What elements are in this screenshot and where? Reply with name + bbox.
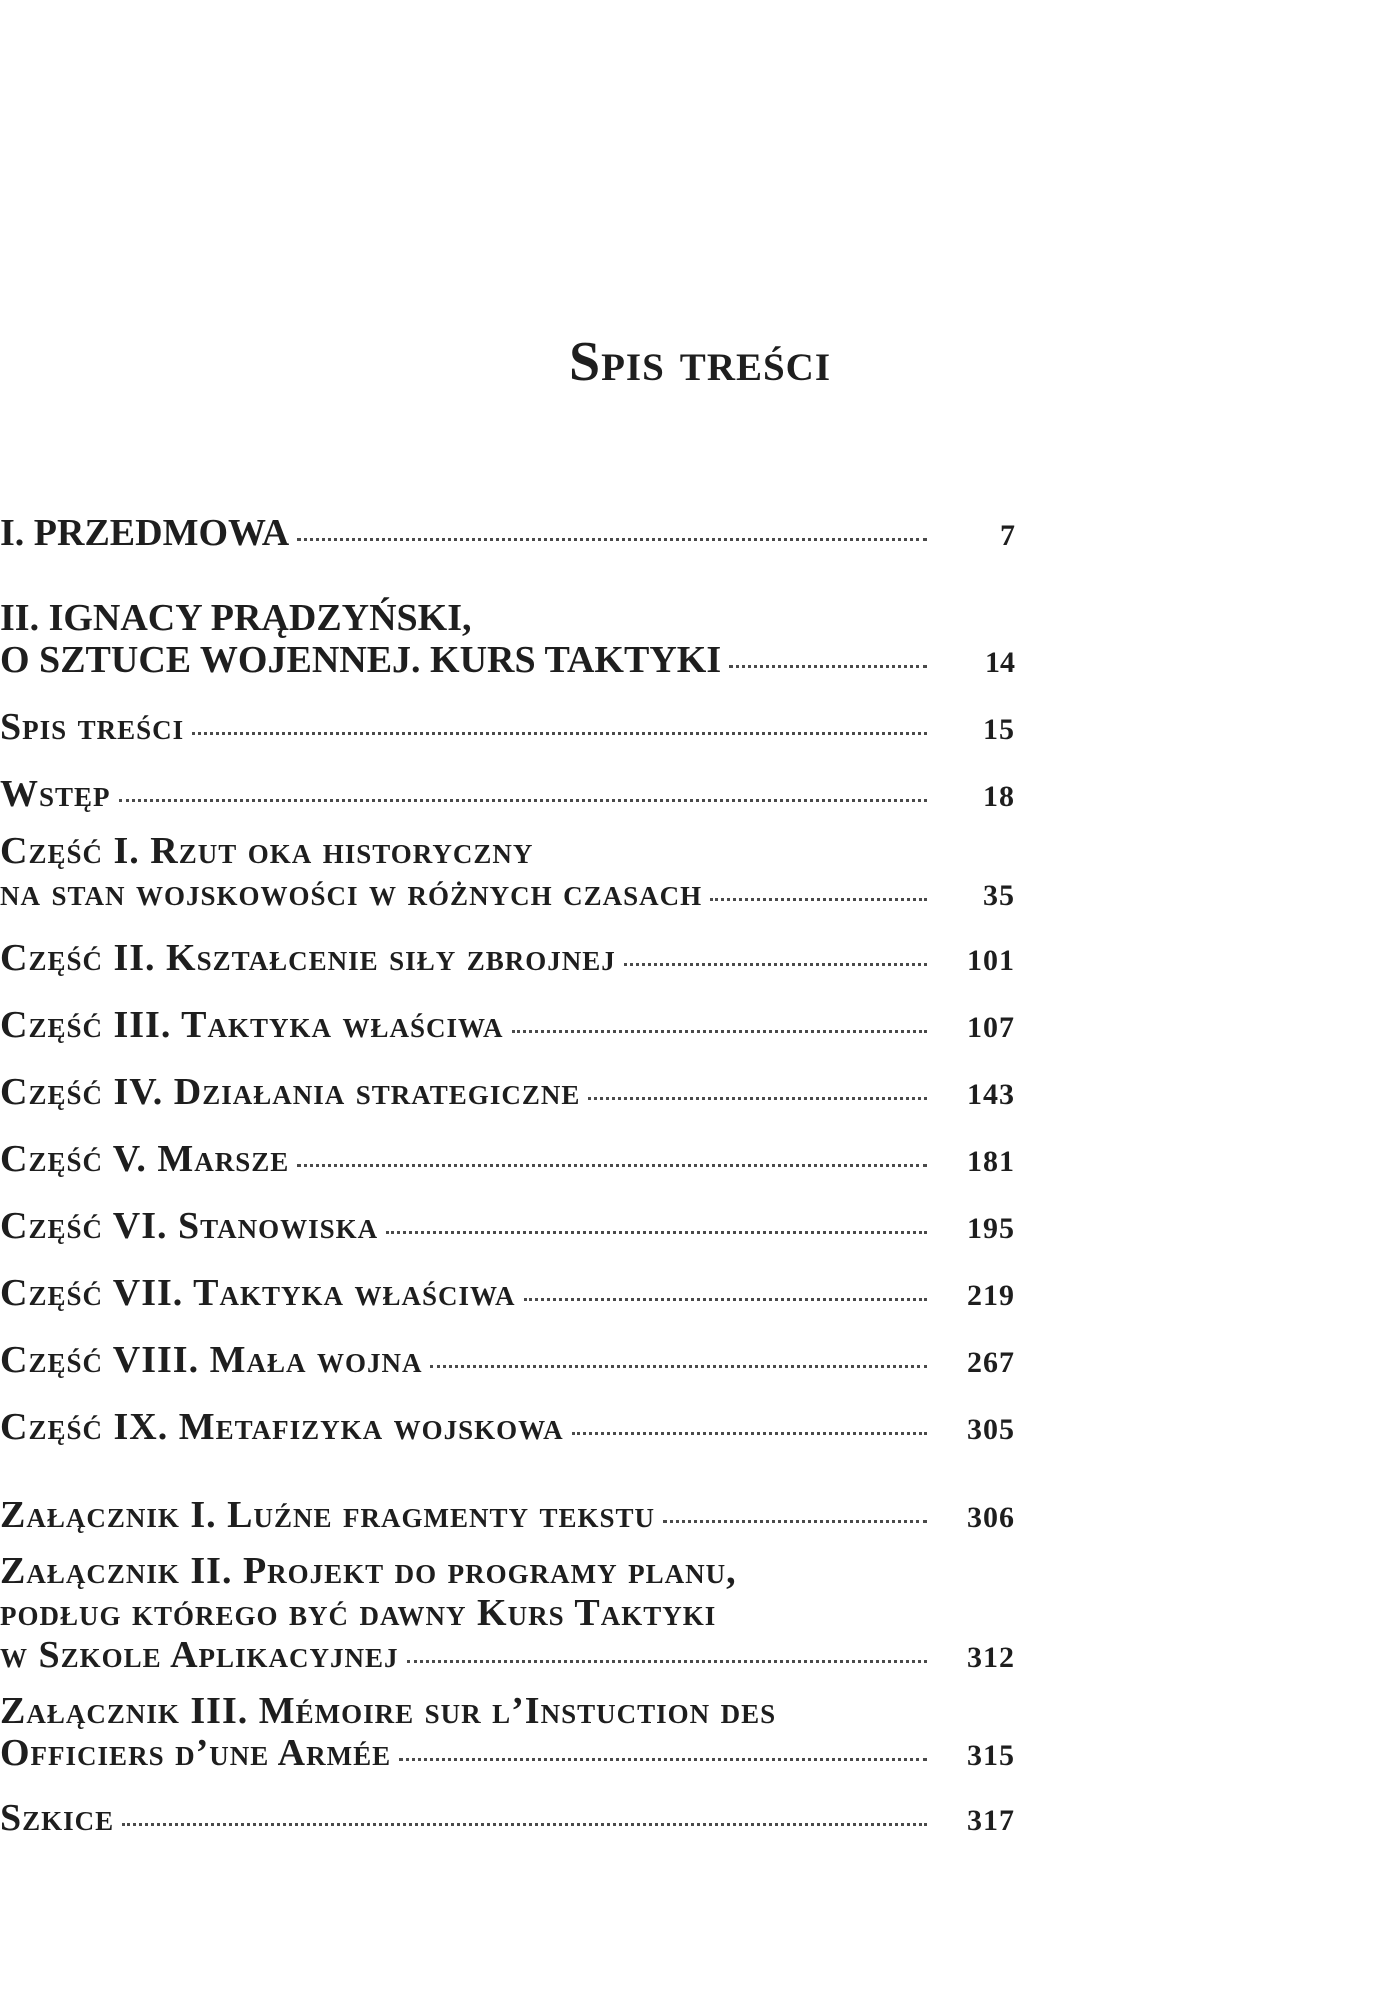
toc-entry-line (0, 937, 1015, 982)
toc-page-number: 14 (985, 646, 1015, 679)
toc-entry-title: w Szkole Aplikacyjnej (0, 1634, 399, 1676)
dot-leader (407, 1660, 927, 1663)
toc-page-number: 7 (1000, 519, 1015, 552)
toc-entry-czesc-2[interactable] (0, 937, 1015, 982)
toc-entry-line (0, 1205, 1015, 1250)
toc-entry-title: Szkice (0, 1797, 115, 1839)
toc-entry-line (0, 1339, 1015, 1384)
toc-entry-title: O SZTUCE WOJENNEJ. KURS TAKTYKI (0, 639, 722, 681)
toc-entry-title-line: II. IGNACY PRĄDZYŃSKI, (0, 597, 472, 639)
dot-leader (122, 1823, 927, 1826)
toc-entry-title: Część V. Marsze (0, 1138, 290, 1180)
toc-entry-zalacznik-3[interactable] (0, 1690, 1015, 1777)
toc-entry-szkice[interactable] (0, 1797, 1015, 1842)
toc-entry-line (0, 773, 1015, 818)
dot-leader (512, 1030, 927, 1033)
toc-entry-czesc-8[interactable] (0, 1339, 1015, 1384)
toc-entry-title-line: Załącznik III. Mémoire sur l’Instuction des (0, 1690, 777, 1732)
dot-leader (624, 963, 927, 966)
toc-page-number: 317 (967, 1804, 1015, 1837)
toc-entry-line (0, 1797, 1015, 1842)
toc-entry-line (0, 1004, 1015, 1049)
toc-entry-czesc-1[interactable] (0, 830, 1015, 917)
dot-leader (572, 1432, 927, 1435)
toc-entry-title: I. PRZEDMOWA (0, 512, 290, 554)
toc-entry-line (0, 1494, 1015, 1539)
toc-entry-title: Część IV. Działania strategiczne (0, 1071, 581, 1113)
toc-entry-line (0, 639, 1015, 684)
toc-page-number: 267 (967, 1346, 1015, 1379)
toc-entry-title-line: Część I. Rzut oka historyczny (0, 830, 534, 872)
toc-page-number: 306 (967, 1501, 1015, 1534)
toc-entry-czesc-6[interactable] (0, 1205, 1015, 1250)
toc-page-number: 315 (967, 1739, 1015, 1772)
toc-page-number: 312 (967, 1641, 1015, 1674)
toc-entry-line (0, 512, 1015, 557)
toc-entry-czesc-4[interactable] (0, 1071, 1015, 1116)
toc-entry-zalacznik-2[interactable] (0, 1550, 1015, 1679)
toc-page-number: 35 (983, 879, 1015, 912)
dot-leader (663, 1520, 927, 1523)
toc-page-number: 195 (967, 1212, 1015, 1245)
toc-page-number: 305 (967, 1413, 1015, 1446)
toc-entry-line (0, 1272, 1015, 1317)
dot-leader (399, 1758, 927, 1761)
toc-entry-line (0, 1071, 1015, 1116)
toc-entry-title: Część II. Kształcenie siły zbrojnej (0, 937, 616, 979)
toc-page-number: 143 (967, 1078, 1015, 1111)
toc-page-number: 15 (983, 713, 1015, 746)
toc-entry-line (0, 872, 1015, 917)
toc-entry-czesc-7[interactable] (0, 1272, 1015, 1317)
toc-entry-przedmowa[interactable] (0, 512, 1015, 557)
dot-leader (192, 732, 927, 735)
toc-page-number: 18 (983, 780, 1015, 813)
toc-entry-line (0, 1732, 1015, 1777)
toc-entry-line (0, 1634, 1015, 1679)
toc-entry-czesc-5[interactable] (0, 1138, 1015, 1183)
toc-entry-spis-tresci[interactable] (0, 706, 1015, 751)
page-title: Spis treści (568, 331, 832, 393)
toc-entry-title-line: Załącznik II. Projekt do programy planu, (0, 1550, 737, 1592)
toc-entry-title: Część VI. Stanowiska (0, 1205, 379, 1247)
toc-entry-title: Załącznik I. Luźne fragmenty tekstu (0, 1494, 656, 1536)
toc-entry-zalacznik-1[interactable] (0, 1494, 1015, 1539)
dot-leader (430, 1365, 927, 1368)
toc-entry-title-line: podług którego być dawny Kurs Taktyki (0, 1592, 717, 1634)
toc-entry-title: Wstęp (0, 773, 111, 815)
toc-entry-czesc-9[interactable] (0, 1406, 1015, 1451)
toc-entry-pradzynski[interactable] (0, 597, 1015, 684)
toc-page-number: 107 (967, 1011, 1015, 1044)
dot-leader (588, 1097, 927, 1100)
toc-entry-title: Część III. Taktyka właściwa (0, 1004, 504, 1046)
toc-entry-wstep[interactable] (0, 773, 1015, 818)
dot-leader (386, 1231, 927, 1234)
dot-leader (729, 665, 927, 668)
toc-entry-czesc-3[interactable] (0, 1004, 1015, 1049)
dot-leader (524, 1298, 927, 1301)
dot-leader (297, 1164, 927, 1167)
toc-entry-title: Część IX. Metafizyka wojskowa (0, 1406, 564, 1448)
toc-entry-title: Część VIII. Mała wojna (0, 1339, 423, 1381)
toc-entry-title: Część VII. Taktyka właściwa (0, 1272, 516, 1314)
toc-entry-line (0, 706, 1015, 751)
dot-leader (119, 799, 927, 802)
toc-page-number: 181 (967, 1145, 1015, 1178)
toc-entry-title: na stan wojskowości w różnych czasach (0, 872, 703, 914)
toc-entry-title: Spis treści (0, 706, 185, 748)
dot-leader (297, 538, 927, 541)
toc-entry-line (0, 1406, 1015, 1451)
dot-leader (710, 898, 927, 901)
toc-page-number: 101 (967, 944, 1015, 977)
toc-page-number: 219 (967, 1279, 1015, 1312)
toc-entry-line (0, 1138, 1015, 1183)
toc-entry-title: Officiers d’une Armée (0, 1732, 392, 1774)
